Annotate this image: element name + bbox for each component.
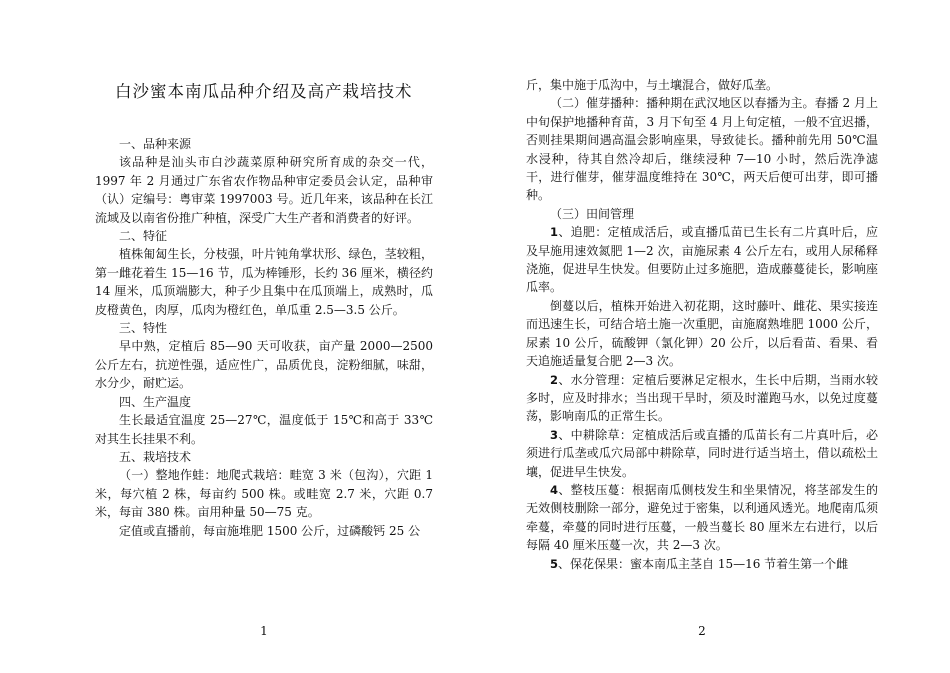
document-title: 白沙蜜本南瓜品种介绍及高产栽培技术 — [115, 82, 413, 101]
page-2-body — [526, 76, 878, 573]
item-number: 2 — [550, 372, 559, 387]
item-text: 、整枝压蔓：根据南瓜侧枝发生和坐果情况，将茎部发生的无效侧枝删除一部分，避免过于密集，以利通风透光。地爬南瓜须牵蔓，牵蔓的同时进行压蔓，一般当蔓长 80 厘米左右进行，以后每隔 40 厘米压蔓一次，共 2—3 次。 — [526, 482, 878, 553]
document-page-2 — [526, 0, 878, 673]
item-pruning — [526, 481, 878, 555]
section-paragraph-origin: 该品种是汕头市白沙蔬菜原种研究所育成的杂交一代，1997 年 2 月通过广东省农作物品种审定委员会认定，品种审（认）定编号：粤审菜 1997003 号。近几年来，该品种在长江流域及以南省份推广种植，深受广大生产者和消费者的好评。 — [95, 155, 433, 225]
item-text: 、中耕除草：定植成活后或直播的瓜苗长有二片真叶后，必须进行瓜垄或瓜穴局部中耕除草，同时进行适当培土，借以疏松土壤，促进早生快发。 — [526, 427, 878, 479]
page-number-2: 2 — [698, 624, 706, 638]
section-paragraph-characteristics: 早中熟，定植后 85—90 天可收获，亩产量 2000—2500 公斤左右，抗逆性强，适应性广，品质优良，淀粉细腻，味甜，水分少，耐贮运。 — [95, 339, 433, 391]
item-text: 、水分管理：定植后要淋足定根水，生长中后期，当雨水较多时，应及时排水；当出现干旱时，须及时灌跑马水，以免过度蔓荡，影响南瓜的正常生长。 — [526, 372, 878, 424]
heading-field-management: （三）田间管理 — [550, 206, 635, 221]
item-text: 、追肥：定植成活后，或直播瓜苗已生长有二片真叶后，应及早施用速效氮肥 1—2 次，亩施尿素 4 公斤左右，或用人尿稀释浇施，促进早生快发。但要防止过多施肥，造成藤蔓徒长，影响座瓜率。 — [526, 225, 878, 295]
item-flower-protection — [526, 555, 878, 573]
item-number: 1 — [550, 225, 559, 240]
section-heading-temperature: 四、生产温度 — [119, 394, 192, 409]
section-heading-origin: 一、品种来源 — [119, 137, 192, 151]
paragraph-flowering: 倒蔓以后，植株开始进入初花期，这时藤叶、雌花、果实接连而迅速生长，可结合培土施一次重肥，亩施腐熟堆肥 1000 公斤，尿素 10 公斤，硫酸钾（氯化钾）20 公斤，以后看苗、看果、看天追施适量复合肥 2—3 次。 — [526, 298, 878, 369]
item-text: 、保花保果：蜜本南瓜主茎自 15—16 节着生第一个雌 — [558, 556, 849, 571]
continuation-paragraph: 斤，集中施于瓜沟中，与土壤混合，做好瓜垄。 — [526, 78, 779, 92]
paragraph-sowing: （二）催芽播种：播种期在武汉地区以春播为主。春播 2 月上中旬保护地播种育苗，3 月下旬至 4 月上旬定植，一般不宜迟播，否则挂果期间遇高温会影响座果，导致徒长。播种前先用 50℃温水浸种，待其自然冷却后，继续浸种 7—10 小时，然后洗净滤干，进行催芽，催芽温度维持在 30℃，两天后便可出芽，即可播种。 — [526, 96, 878, 203]
section-paragraph-temperature: 生长最适宜温度 25—27℃，温度低于 15℃和高于 33℃对其生长挂果不利。 — [95, 413, 433, 446]
document-page-1 — [95, 0, 433, 673]
item-topdressing — [526, 223, 878, 297]
item-number: 5 — [550, 556, 559, 571]
section-paragraph-features: 植株匍匐生长，分枝强，叶片钝角掌状形、绿色，茎较粗，第一雌花着生 15—16 节，瓜为棒锤形，长约 36 厘米，横径约 14 厘米，瓜顶端膨大，种子少且集中在瓜顶端上，成熟时，瓜皮橙黄色，肉厚，瓜肉为橙红色，单瓜重 2.5—3.5 公斤。 — [95, 247, 433, 317]
item-number: 3 — [550, 427, 559, 442]
section-paragraph-land-prep: （一）整地作蛙：地爬式栽培：畦宽 3 米（包沟），穴距 1 米，每穴植 2 株，每亩约 500 株。或畦宽 2.7 米，穴距 0.7 米，每亩 380 株。亩用种量 50—75 克。 — [95, 468, 433, 520]
section-heading-cultivation: 五、栽培技术 — [119, 449, 192, 464]
item-number: 4 — [550, 482, 559, 497]
page-1-body — [95, 135, 433, 540]
page-number-1: 1 — [260, 624, 268, 638]
item-water-management — [526, 371, 878, 426]
section-heading-features: 二、特征 — [119, 229, 168, 244]
item-weeding — [526, 426, 878, 481]
section-paragraph-fertilizer: 定值或直播前，每亩施堆肥 1500 公斤，过磷酸钙 25 公 — [119, 523, 421, 538]
section-heading-characteristics: 三、特性 — [119, 321, 168, 336]
